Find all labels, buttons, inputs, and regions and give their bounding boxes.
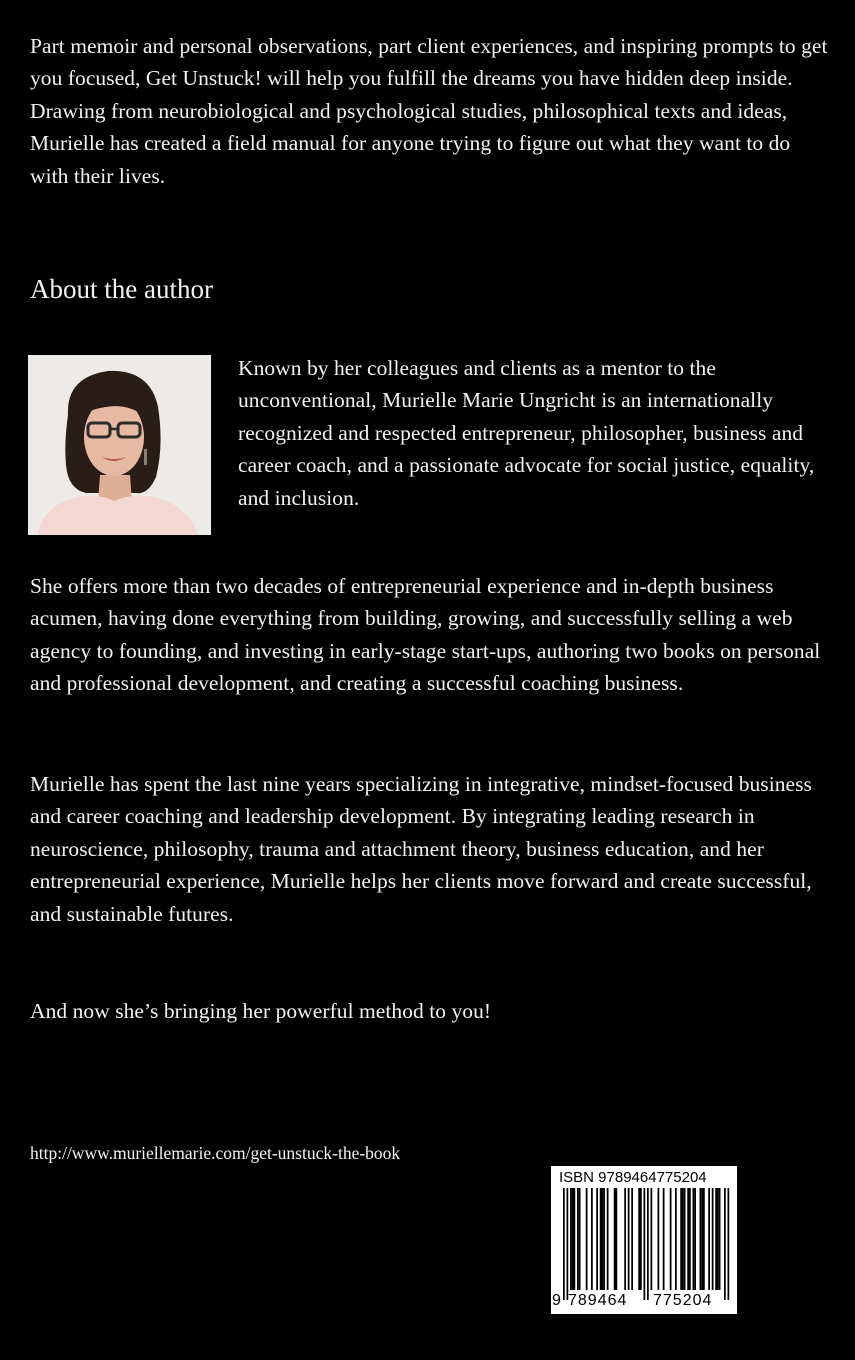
barcode-bar	[670, 1188, 672, 1290]
barcode-lead-digit: 9	[552, 1292, 562, 1309]
barcode-bar	[616, 1188, 618, 1290]
barcode-bar	[638, 1188, 640, 1290]
barcode-bar	[628, 1188, 630, 1290]
isbn-label: ISBN 9789464775204	[559, 1169, 707, 1186]
barcode-bar	[567, 1188, 569, 1300]
barcode-bar	[640, 1188, 642, 1290]
barcode-bar	[570, 1188, 572, 1290]
barcode-bar	[694, 1188, 696, 1290]
author-bio-specialization: Murielle has spent the last nine years specializing in integrative, mindset-focused business and career coaching and leadership development. By integrating leading research in neuroscience, philosophy, trauma and attachment theory, business education, and her entrepreneurial experience, Murielle helps her clients move forward and create successful, and sustainable futures.	[30, 772, 812, 926]
barcode-right-digits: 775204	[653, 1292, 713, 1309]
barcode-bar	[689, 1188, 691, 1290]
barcode-bar	[614, 1188, 616, 1290]
barcode-bar	[712, 1188, 714, 1290]
barcode-bar	[563, 1188, 565, 1300]
barcode-bar	[719, 1188, 721, 1290]
book-description: Part memoir and personal observations, part client experiences, and inspiring prompts to get you focused, Get Unstuck! will help you fulfill the dreams you have hidden deep inside. Drawing from neurobiological and psychological studies, philosophical texts and ideas, Murielle has created a field manual for anyone trying to figure out what they want to do with their lives.	[30, 34, 828, 188]
barcode-bar	[624, 1188, 626, 1290]
barcode-bar	[591, 1188, 593, 1290]
barcode-bar	[596, 1188, 598, 1290]
barcode-bar	[708, 1188, 710, 1290]
author-bio-experience: She offers more than two decades of entrepreneurial experience and in-depth business acumen, having done everything from building, growing, and successfully selling a web agency to founding, and investing in early-stage start-ups, authoring two books on personal and professional development, and creating a successful coaching business.	[30, 574, 821, 696]
barcode-bar	[715, 1188, 717, 1290]
barcode-bar	[579, 1188, 581, 1290]
barcode-bar	[631, 1188, 633, 1290]
closing-line: And now she’s bringing her powerful method to you!	[30, 999, 492, 1023]
barcode-bar	[607, 1188, 609, 1290]
website-url[interactable]: http://www.muriellemarie.com/get-unstuck-the-book	[30, 1143, 401, 1163]
barcode-bar	[600, 1188, 602, 1290]
barcode-bar	[701, 1188, 703, 1290]
barcode-bar	[572, 1188, 574, 1290]
barcode-bar	[684, 1188, 686, 1290]
barcode-bar	[717, 1188, 719, 1290]
barcode-bar	[682, 1188, 684, 1290]
barcode-bar	[577, 1188, 579, 1290]
barcode-bar	[586, 1188, 588, 1290]
barcode-bar	[603, 1188, 605, 1290]
author-photo	[28, 355, 211, 535]
barcode-bar	[693, 1188, 695, 1290]
barcode-bar	[602, 1188, 604, 1290]
barcode-bar	[574, 1188, 576, 1290]
barcode-left-digits: 789464	[568, 1292, 628, 1309]
isbn-barcode	[551, 1166, 737, 1314]
barcode-bar	[663, 1188, 665, 1290]
barcode-bar	[700, 1188, 702, 1290]
barcode-bar	[687, 1188, 689, 1290]
barcode-bar	[728, 1188, 730, 1300]
barcode-bar	[651, 1188, 653, 1290]
barcode-bar	[658, 1188, 660, 1290]
barcode-bar	[680, 1188, 682, 1290]
barcode-bar	[644, 1188, 646, 1300]
author-bio-intro: Known by her colleagues and clients as a mentor to the unconventional, Murielle Marie Ungricht is an internationally recognized and respected entrepreneur, philosopher, business and career coach, and a passionate advocate for social justice, equality, and inclusion.	[238, 356, 815, 510]
barcode-bar	[675, 1188, 677, 1290]
about-author-heading: About the author	[30, 274, 213, 304]
barcode-bar	[703, 1188, 705, 1290]
barcode-bar	[724, 1188, 726, 1300]
barcode-bar	[647, 1188, 649, 1300]
